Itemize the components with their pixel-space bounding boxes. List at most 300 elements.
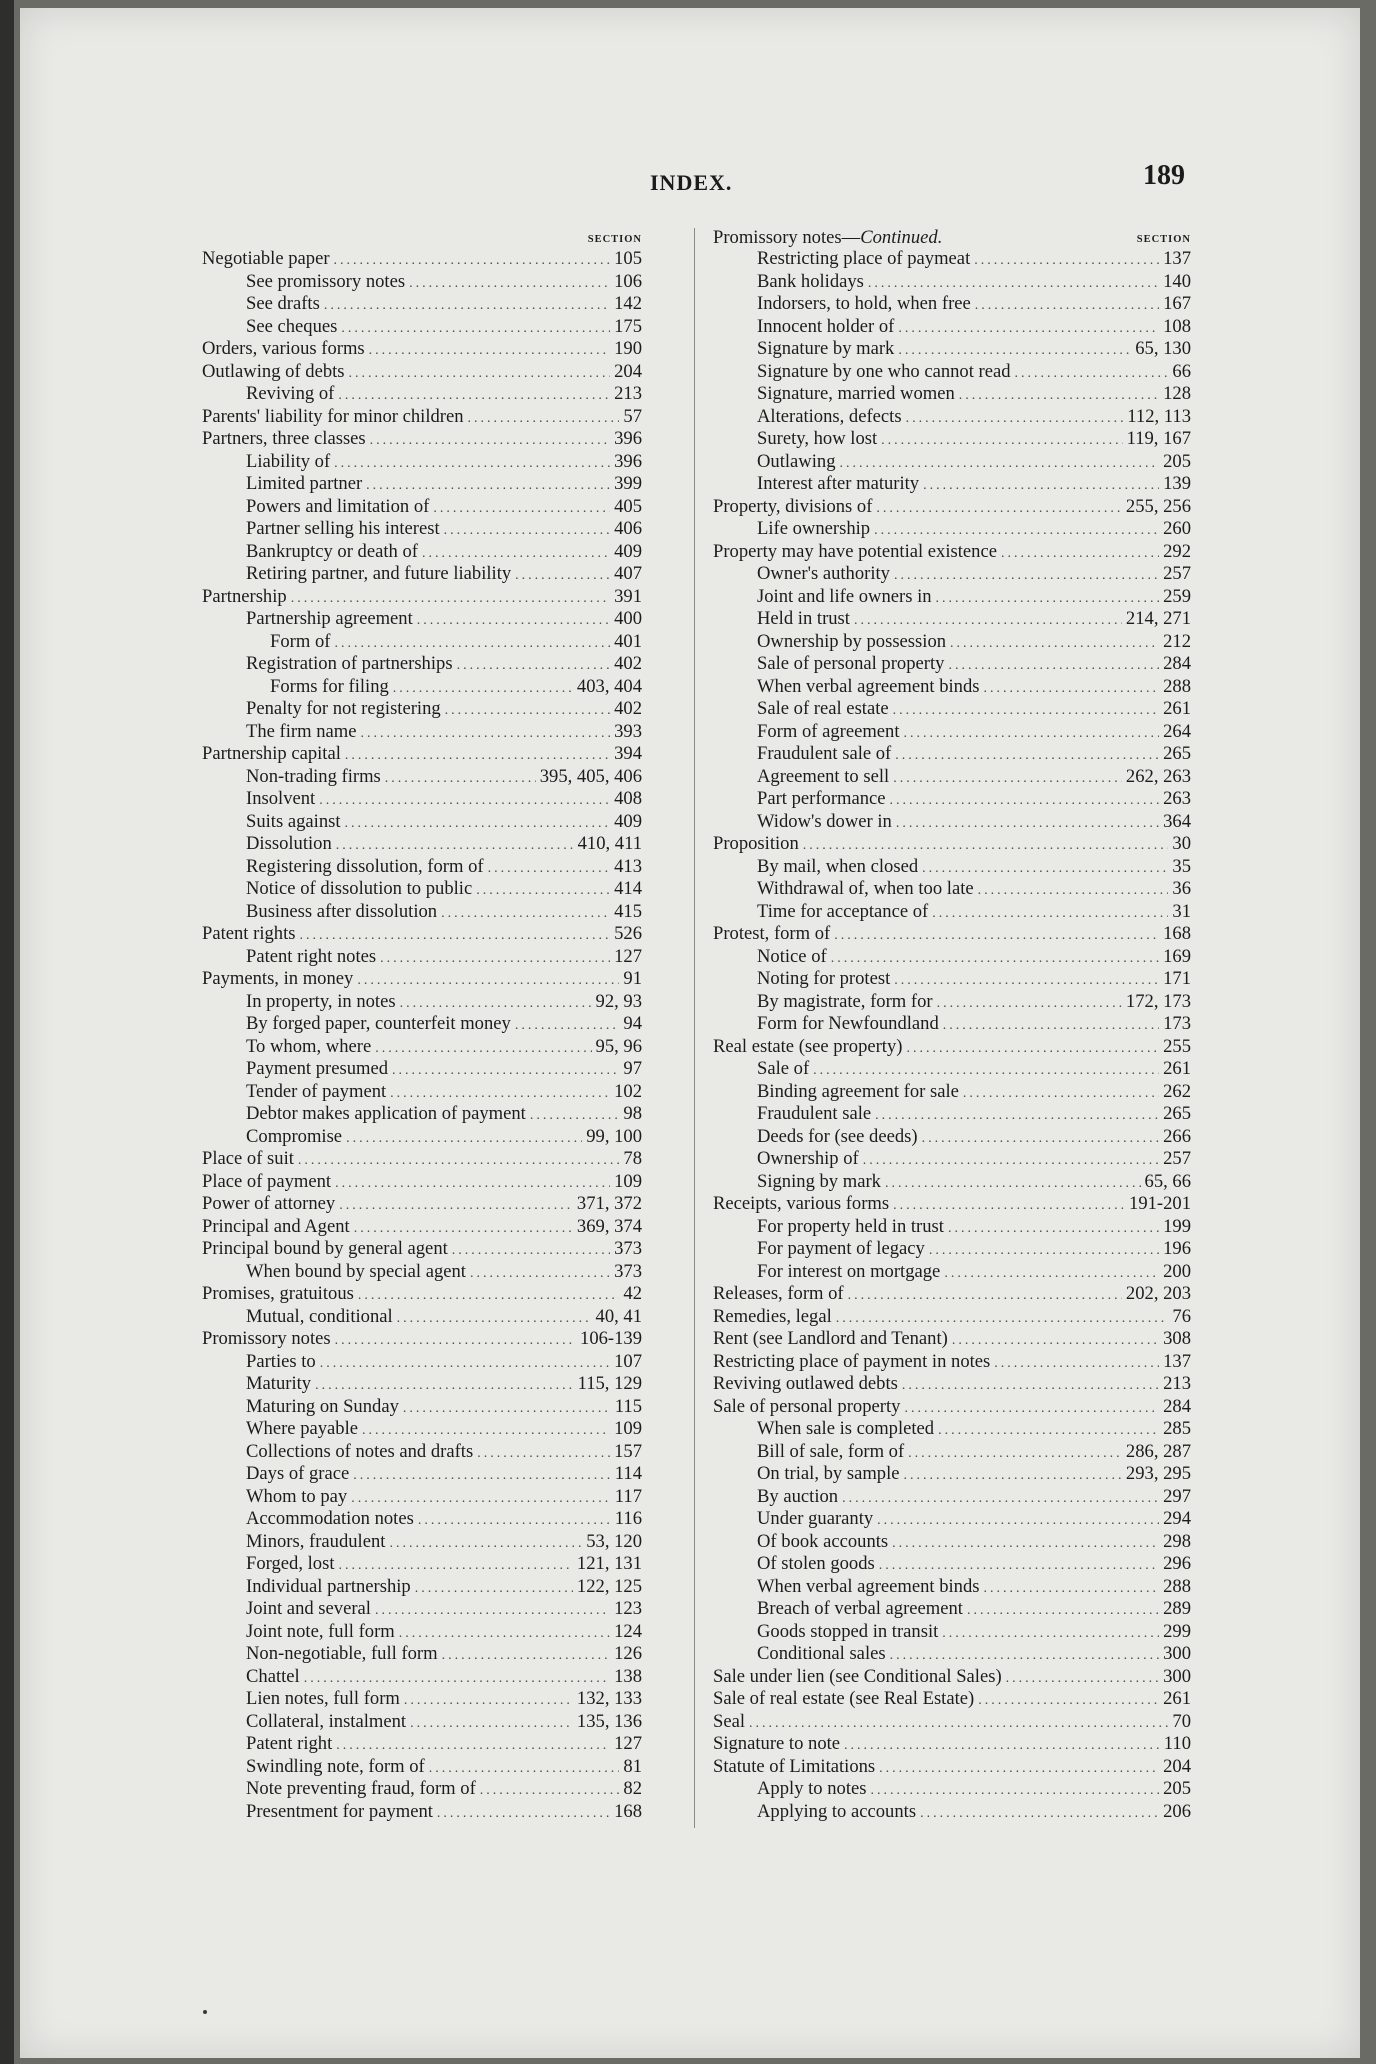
index-entry	[713, 968, 1191, 991]
dot-leader	[894, 970, 1159, 993]
index-entry	[202, 473, 642, 496]
section-number: 402	[614, 653, 642, 674]
index-term: Note preventing fraud, form of	[246, 1778, 476, 1799]
section-number: 262	[1163, 1080, 1191, 1102]
section-number: 137	[1163, 248, 1191, 269]
section-number: 138	[614, 1665, 642, 1687]
index-entry	[713, 1238, 1191, 1261]
index-entry	[713, 878, 1191, 901]
continued-heading	[713, 228, 942, 248]
dot-leader	[984, 678, 1160, 701]
dot-leader	[345, 745, 610, 768]
section-number: 308	[1163, 1328, 1191, 1349]
section-number: 36	[1172, 878, 1191, 899]
dot-leader	[445, 700, 610, 723]
index-term: Seal	[713, 1710, 746, 1732]
index-term: Joint note, full form	[246, 1620, 395, 1642]
index-term: Bankruptcy or death of	[246, 540, 418, 562]
column-divider	[694, 228, 695, 1828]
dot-leader	[902, 1375, 1159, 1398]
index-entry	[202, 968, 642, 991]
section-number: 406	[614, 518, 642, 539]
section-number: 297	[1163, 1485, 1191, 1507]
index-entry	[713, 1598, 1191, 1621]
index-term: When sale is completed	[757, 1418, 935, 1439]
dot-leader	[441, 903, 610, 926]
index-term: Proposition	[713, 833, 799, 854]
index-term: Dissolution	[246, 833, 332, 854]
section-number: 175	[614, 315, 642, 337]
index-term: Whom to pay	[246, 1485, 348, 1507]
dot-leader	[400, 993, 592, 1016]
continued-term: Promissory notes—	[713, 227, 861, 248]
index-term: Collections of notes and drafts	[246, 1440, 474, 1462]
index-entry	[713, 698, 1191, 721]
dot-leader	[876, 498, 1122, 521]
index-entry	[202, 541, 642, 564]
dot-leader	[937, 993, 1122, 1016]
index-term: Patent rights	[202, 923, 296, 944]
index-term: Form for Newfoundland	[757, 1013, 939, 1034]
section-number: 127	[614, 1733, 642, 1754]
index-term: Parties to	[246, 1350, 316, 1372]
dot-leader	[397, 1308, 592, 1331]
index-entry	[713, 811, 1191, 834]
index-term: Apply to notes	[757, 1778, 867, 1799]
index-entry	[713, 1058, 1191, 1081]
index-term: Of stolen goods	[757, 1553, 875, 1574]
index-term: Alterations, defects	[757, 405, 902, 427]
index-term: Mutual, conditional	[246, 1305, 393, 1327]
section-number: 78	[623, 1148, 642, 1169]
section-number: 265	[1163, 1103, 1191, 1124]
continued-italic: Continued.	[860, 227, 943, 248]
section-number: 124	[614, 1620, 642, 1642]
index-entry	[713, 451, 1191, 474]
index-term: Part performance	[757, 788, 886, 809]
section-label: SECTION	[1136, 234, 1191, 245]
dot-leader	[488, 858, 611, 881]
section-number: 106	[614, 270, 642, 292]
dot-leader	[923, 475, 1159, 498]
dot-leader	[863, 1150, 1159, 1173]
index-term: Limited partner	[246, 473, 363, 494]
section-number: 285	[1163, 1418, 1191, 1439]
index-term: Time for acceptance of	[757, 900, 929, 922]
index-entry	[713, 271, 1191, 294]
index-term: Suits against	[246, 810, 341, 832]
dot-leader	[345, 813, 611, 836]
dot-leader	[984, 1578, 1160, 1601]
index-term: Lien notes, full form	[246, 1688, 400, 1709]
index-entry	[713, 1373, 1191, 1396]
running-head: INDEX.	[650, 170, 733, 195]
index-entry	[713, 541, 1191, 564]
dot-leader	[480, 1780, 620, 1803]
index-term: Property may have potential existence	[713, 540, 997, 562]
index-entry	[202, 1373, 642, 1396]
section-number: 172, 173	[1125, 990, 1191, 1012]
dot-leader	[904, 1465, 1122, 1488]
section-number: 99, 100	[586, 1125, 642, 1147]
index-entry	[713, 1418, 1191, 1441]
dot-leader	[299, 925, 610, 948]
dot-leader	[963, 1083, 1159, 1106]
section-number: 255, 256	[1125, 495, 1191, 517]
dot-leader	[879, 1758, 1159, 1781]
index-entry	[202, 361, 642, 384]
index-term: Sale under lien (see Conditional Sales)	[713, 1665, 1002, 1687]
section-number: 109	[614, 1418, 642, 1439]
index-entry	[713, 1103, 1191, 1126]
index-entry	[202, 631, 642, 654]
dot-leader	[362, 1420, 610, 1443]
index-term: Parents' liability for minor children	[202, 405, 464, 427]
dot-leader	[831, 948, 1159, 971]
dot-leader	[334, 633, 610, 656]
index-term: When verbal agreement binds	[757, 1575, 980, 1597]
section-number: 81	[623, 1755, 642, 1777]
section-number: 264	[1163, 720, 1191, 742]
index-term: Owner's authority	[757, 563, 890, 584]
index-entry	[202, 271, 642, 294]
section-number: 199	[1163, 1215, 1191, 1237]
index-entry	[202, 248, 642, 271]
dot-leader	[840, 453, 1160, 476]
section-number: 402	[614, 698, 642, 719]
index-entry	[713, 788, 1191, 811]
index-entry	[713, 766, 1191, 789]
index-entry	[713, 676, 1191, 699]
dot-leader	[908, 1443, 1122, 1466]
section-number: 65, 66	[1144, 1170, 1191, 1192]
index-entry	[713, 1193, 1191, 1216]
index-term: Reviving outlawed debts	[713, 1373, 898, 1394]
index-term: Power of attorney	[202, 1193, 336, 1214]
dot-leader	[898, 340, 1131, 363]
section-number: 169	[1163, 945, 1191, 967]
index-term: Non-trading firms	[246, 765, 381, 787]
dot-leader	[336, 1735, 610, 1758]
dot-leader	[974, 250, 1159, 273]
index-entry	[202, 1441, 642, 1464]
index-entry	[202, 1733, 642, 1756]
index-term: Signature to note	[713, 1733, 841, 1754]
section-number: 265	[1163, 743, 1191, 764]
index-entry	[202, 1643, 642, 1666]
dot-leader	[948, 1218, 1159, 1241]
section-number: 126	[614, 1643, 642, 1664]
index-term: Principal and Agent	[202, 1215, 350, 1237]
section-number: 42	[623, 1283, 642, 1304]
section-number: 206	[1163, 1800, 1191, 1822]
index-entry	[713, 1531, 1191, 1554]
section-number: 70	[1172, 1710, 1191, 1732]
index-entry	[202, 1036, 642, 1059]
index-term: Partners, three classes	[202, 428, 366, 449]
index-entry	[202, 1126, 642, 1149]
index-entry	[713, 1216, 1191, 1239]
index-term: For interest on mortgage	[757, 1260, 941, 1282]
dot-leader	[319, 790, 610, 813]
section-number: 200	[1163, 1260, 1191, 1282]
section-number: 371, 372	[576, 1193, 642, 1214]
index-term: Retiring partner, and future liability	[246, 563, 512, 584]
index-term: Bank holidays	[757, 270, 864, 292]
index-term: Promises, gratuitous	[202, 1283, 354, 1304]
index-term: Notice of	[757, 945, 827, 967]
index-entry	[713, 473, 1191, 496]
index-entry	[202, 653, 642, 676]
dot-leader	[357, 970, 619, 993]
section-number: 107	[614, 1350, 642, 1372]
index-entry	[713, 1666, 1191, 1689]
section-number: 30	[1172, 833, 1191, 854]
section-number: 262, 263	[1125, 765, 1191, 787]
dot-leader	[890, 1645, 1160, 1668]
dot-leader	[409, 273, 610, 296]
dot-leader	[418, 1510, 611, 1533]
index-term: Life ownership	[757, 518, 871, 539]
dot-leader	[370, 430, 610, 453]
index-term: Fraudulent sale of	[757, 743, 892, 764]
index-term: Statute of Limitations	[713, 1755, 876, 1777]
index-entry	[713, 1756, 1191, 1779]
dot-leader	[975, 295, 1159, 318]
index-entry	[202, 1171, 642, 1194]
dot-leader	[360, 723, 610, 746]
section-number: 53, 120	[586, 1530, 642, 1552]
index-term: Presentment for payment	[246, 1800, 433, 1822]
column-header	[202, 228, 642, 248]
index-term: Sale of personal property	[757, 653, 945, 674]
dot-leader	[967, 1600, 1159, 1623]
index-entry	[713, 406, 1191, 429]
section-number: 298	[1163, 1530, 1191, 1552]
section-number: 98	[623, 1103, 642, 1124]
page-number: 189	[1143, 160, 1185, 191]
dot-leader	[936, 588, 1160, 611]
index-term: Receipts, various forms	[713, 1193, 890, 1214]
dot-leader	[906, 408, 1124, 431]
index-term: Form of	[270, 630, 331, 652]
dot-leader	[369, 340, 610, 363]
dot-leader	[349, 363, 611, 386]
section-number: 116	[614, 1508, 642, 1529]
dot-leader	[444, 520, 610, 543]
section-number: 261	[1163, 698, 1191, 719]
section-number: 296	[1163, 1553, 1191, 1574]
section-number: 257	[1163, 563, 1191, 584]
index-entry	[713, 1396, 1191, 1419]
section-number: 115	[614, 1395, 642, 1417]
index-entry	[202, 833, 642, 856]
index-term: For payment of legacy	[757, 1238, 925, 1259]
index-entry	[202, 1396, 642, 1419]
index-entry	[713, 1576, 1191, 1599]
section-number: 408	[614, 788, 642, 809]
section-number: 300	[1163, 1665, 1191, 1687]
dot-leader	[515, 565, 610, 588]
section-number: 369, 374	[576, 1215, 642, 1237]
index-entry	[202, 338, 642, 361]
dot-leader	[871, 1780, 1160, 1803]
index-term: In property, in notes	[246, 990, 396, 1012]
section-number: 128	[1163, 383, 1191, 404]
index-entry	[202, 1711, 642, 1734]
index-entry	[202, 1216, 642, 1239]
dot-leader	[894, 565, 1159, 588]
index-entry	[202, 878, 642, 901]
dot-leader	[881, 430, 1122, 453]
index-term: Breach of verbal agreement	[757, 1598, 963, 1619]
index-term: To whom, where	[246, 1035, 372, 1057]
section-number: 286, 287	[1125, 1440, 1191, 1462]
index-term: Signature, married women	[757, 383, 955, 404]
index-term: By auction	[757, 1485, 839, 1507]
index-term: Non-negotiable, full form	[246, 1643, 438, 1664]
index-entry	[713, 338, 1191, 361]
dot-leader	[874, 520, 1159, 543]
index-entry	[202, 811, 642, 834]
dot-leader	[304, 1668, 610, 1691]
dot-leader	[385, 768, 536, 791]
dot-leader	[879, 1555, 1159, 1578]
index-entry	[713, 991, 1191, 1014]
index-term: Signing by mark	[757, 1170, 881, 1192]
index-term: Payment presumed	[246, 1058, 389, 1079]
section-number: 31	[1172, 900, 1191, 922]
index-term: Sale of real estate (see Real Estate)	[713, 1688, 975, 1709]
index-entry	[713, 1553, 1191, 1576]
index-term: Releases, form of	[713, 1283, 844, 1304]
dot-leader	[390, 1083, 610, 1106]
dot-leader	[452, 1240, 610, 1263]
index-term: Outlawing	[757, 450, 836, 472]
index-entry	[713, 923, 1191, 946]
section-number: 105	[614, 248, 642, 269]
index-column-left	[202, 228, 642, 1823]
index-entry	[713, 1328, 1191, 1351]
section-number: 140	[1163, 270, 1191, 292]
section-number: 95, 96	[595, 1035, 642, 1057]
index-entry	[713, 1733, 1191, 1756]
index-term: Signature by mark	[757, 338, 895, 359]
index-term: Outlawing of debts	[202, 360, 345, 382]
dot-leader	[404, 1690, 573, 1713]
dot-leader	[978, 880, 1169, 903]
index-entry	[202, 1238, 642, 1261]
section-number: 167	[1163, 293, 1191, 314]
dot-leader	[366, 475, 610, 498]
index-entry	[202, 1148, 642, 1171]
index-entry	[713, 1351, 1191, 1374]
section-number: 142	[614, 293, 642, 314]
index-entry	[713, 248, 1191, 271]
dot-leader	[515, 1015, 620, 1038]
section-number: 127	[614, 945, 642, 967]
index-term: Conditional sales	[757, 1643, 886, 1664]
dot-leader	[844, 1735, 1160, 1758]
dot-leader	[380, 948, 610, 971]
index-term: Negotiable paper	[202, 248, 330, 269]
index-entry	[713, 1711, 1191, 1734]
section-number: 288	[1163, 1575, 1191, 1597]
index-term: The firm name	[246, 720, 357, 742]
section-number: 121, 131	[576, 1553, 642, 1574]
index-term: By forged paper, counterfeit money	[246, 1013, 511, 1034]
index-entry	[713, 586, 1191, 609]
section-number: 409	[614, 810, 642, 832]
section-number: 191-201	[1129, 1193, 1191, 1214]
dot-leader	[298, 1150, 619, 1173]
index-term: Restricting place of payment in notes	[713, 1350, 991, 1372]
index-entry	[713, 856, 1191, 879]
index-term: Powers and limitation of	[246, 495, 430, 517]
dot-leader	[854, 610, 1122, 633]
section-number: 119, 167	[1126, 428, 1191, 449]
index-entry	[202, 1261, 642, 1284]
index-entry	[202, 1013, 642, 1036]
section-number: 373	[614, 1260, 642, 1282]
dot-leader	[530, 1105, 620, 1128]
index-entry	[713, 1013, 1191, 1036]
index-entry	[202, 293, 642, 316]
dot-leader	[842, 1488, 1159, 1511]
dot-leader	[978, 1690, 1159, 1713]
section-number: 204	[614, 360, 642, 382]
index-term: Liability of	[246, 450, 331, 472]
index-term: Promissory notes	[202, 1328, 331, 1349]
section-number: 57	[623, 405, 642, 427]
index-entry	[202, 1351, 642, 1374]
section-number: 288	[1163, 675, 1191, 697]
section-number: 400	[614, 608, 642, 629]
dot-leader	[994, 1353, 1159, 1376]
index-entry	[713, 361, 1191, 384]
dot-leader	[938, 1420, 1159, 1443]
index-entry	[713, 1036, 1191, 1059]
section-number: 396	[614, 428, 642, 449]
dot-leader	[1001, 543, 1159, 566]
dot-leader	[442, 1645, 611, 1668]
dot-leader	[952, 1330, 1159, 1353]
index-entry	[713, 428, 1191, 451]
index-entry	[713, 631, 1191, 654]
section-number: 391	[614, 585, 642, 607]
index-entry	[202, 856, 642, 879]
index-term: Of book accounts	[757, 1530, 889, 1552]
index-entry	[202, 698, 642, 721]
section-number: 157	[614, 1440, 642, 1462]
section-number: 190	[614, 338, 642, 359]
dot-leader	[320, 1353, 610, 1376]
index-term: Place of suit	[202, 1148, 294, 1169]
index-entry	[713, 496, 1191, 519]
index-entry	[202, 1081, 642, 1104]
dot-leader	[324, 295, 610, 318]
dot-leader	[890, 790, 1160, 813]
dot-leader	[893, 1195, 1125, 1218]
index-entry	[202, 766, 642, 789]
dot-leader	[437, 1803, 610, 1826]
dot-leader	[868, 273, 1159, 296]
index-term: On trial, by sample	[757, 1463, 900, 1484]
index-column-right	[713, 228, 1191, 1823]
section-number: 300	[1163, 1643, 1191, 1664]
dot-leader	[335, 1173, 610, 1196]
index-entry	[713, 721, 1191, 744]
